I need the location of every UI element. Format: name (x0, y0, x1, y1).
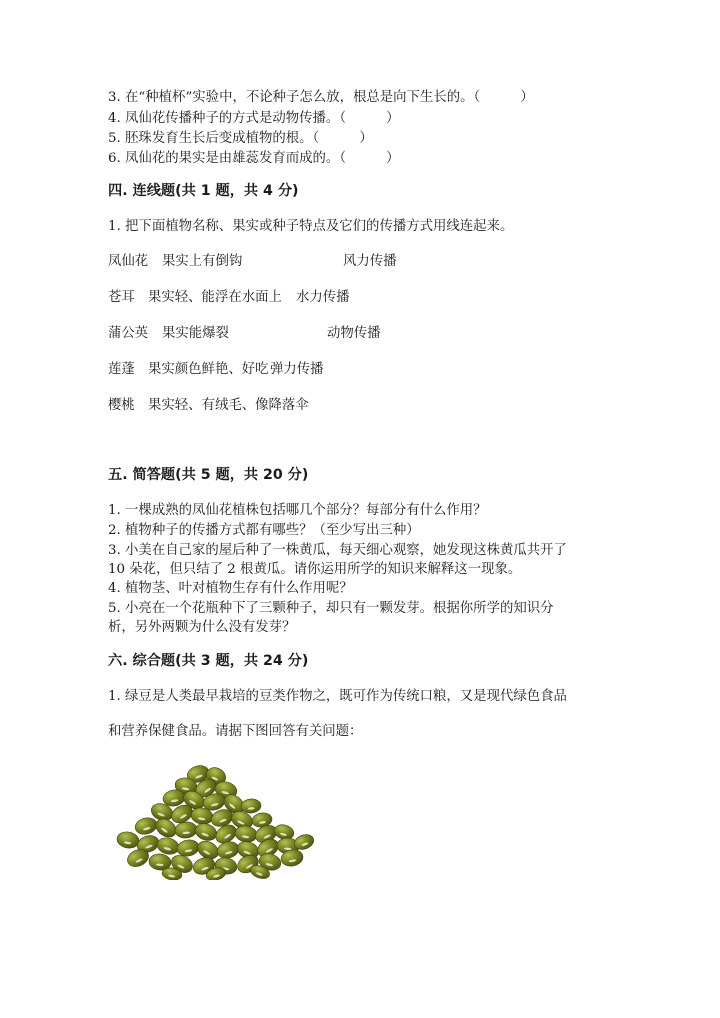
matching-feature: 果实轻、能浮在水面上 (148, 290, 282, 305)
short-answer-line: 1. 一棵成熟的凤仙花植株包括哪几个部分？每部分有什么作用？ (108, 503, 487, 518)
matching-feature: 果实颜色鲜艳、好吃 (148, 362, 269, 377)
mung-bean (174, 821, 197, 839)
section4-heading: 四. 连线题(共 1 题，共 4 分) (108, 183, 299, 199)
mung-beans-image (106, 762, 318, 880)
short-answer-line: 10 朵花，但只结了 2 根黄瓜。请你运用所学的知识来解释这一现象。 (108, 562, 522, 577)
section5-heading: 五. 简答题(共 5 题，共 20 分) (108, 467, 309, 483)
matching-method: 风力传播 (343, 254, 397, 269)
matching-plant: 凤仙花 (108, 254, 149, 269)
matching-method: 弹力传播 (270, 362, 324, 377)
tf-item-3: 3. 在“种植杯”实验中，不论种子怎么放，根总是向下生长的。（ ） (108, 90, 534, 105)
comprehensive-line: 和营养保健食品。请据下图回答有关问题： (108, 724, 363, 739)
comprehensive-line: 1. 绿豆是人类最早栽培的豆类作物之，既可作为传统口粮，又是现代绿色食品 (108, 689, 567, 704)
short-answer-line: 5. 小亮在一个花瓶种下了三颗种子，却只有一颗发芽。根据你所学的知识分 (108, 601, 554, 616)
tf-item-5: 5. 胚珠发育生长后变成植物的根。（ ） (108, 131, 373, 146)
mung-bean (240, 798, 261, 814)
mung-bean (155, 835, 180, 856)
section6-heading: 六. 综合题(共 3 题，共 24 分) (108, 653, 309, 669)
tf-item-4: 4. 凤仙花传播种子的方式是动物传播。（ ） (108, 111, 400, 126)
matching-feature: 果实上有倒钩 (162, 254, 243, 269)
mung-bean (234, 824, 258, 844)
matching-feature: 果实能爆裂 (162, 326, 229, 341)
matching-feature: 果实轻、有绒毛、像降落伞 (148, 398, 309, 413)
short-answer-line: 4. 植物茎、叶对植物生存有什么作用呢？ (108, 581, 353, 596)
matching-method: 动物传播 (327, 326, 381, 341)
mung-bean (215, 839, 240, 860)
mung-bean (116, 830, 140, 850)
mung-bean (176, 838, 200, 858)
matching-plant: 樱桃 (108, 398, 135, 413)
short-answer-line: 2. 植物种子的传播方式都有哪些？（至少写出三种） (108, 523, 420, 538)
tf-item-6: 6. 凤仙花的果实是由雄蕊发育而成的。（ ） (108, 151, 400, 166)
mung-bean (133, 815, 158, 836)
short-answer-line: 析，另外两颗为什么没有发芽？ (108, 620, 296, 635)
short-answer-line: 3. 小美在自己家的屋后种了一株黄瓜，每天细心观察，她发现这株黄瓜共开了 (108, 543, 567, 558)
matching-plant: 苍耳 (108, 290, 135, 305)
section4-question: 1. 把下面植物名称、果实或种子特点及它们的传播方式用线连起来。 (108, 219, 514, 234)
matching-plant: 莲蓬 (108, 362, 135, 377)
matching-plant: 蒲公英 (108, 326, 149, 341)
matching-method: 水力传播 (296, 290, 350, 305)
